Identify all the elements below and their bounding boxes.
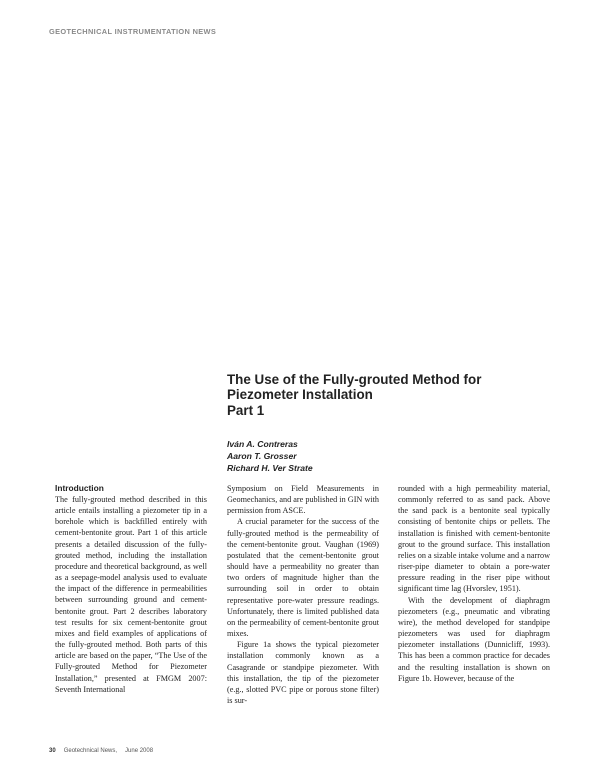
body-paragraph: Symposium on Field Measurements in Geomechanics, and are published in GIN with permission from ASCE. [227, 484, 379, 516]
issue-date: June 2008 [125, 748, 154, 754]
running-head: GEOTECHNICAL INSTRUMENTATION NEWS [49, 27, 217, 36]
body-paragraph: rounded with a high permeability material, commonly referred to as sand pack. Above the sand pack is a bentonite seal typically consisting of bentonite chips or pellets. The installation is finished with cement-bentonite grout to the ground surface. This installation relies on a sizable intake volume and a narrow riser-pipe diameter to obtain a pore-water pressure reading in the riser pipe without significant time lag (Hvorslev, 1951). [398, 484, 550, 594]
author-name: Aaron T. Grosser [227, 451, 297, 462]
author-list [227, 438, 313, 475]
author-name: Richard H. Ver Strate [227, 463, 313, 474]
author-name: Iván A. Contreras [227, 439, 298, 449]
title-line: The Use of the Fully-grouted Method for [227, 372, 482, 387]
title-line: Piezometer Installation [227, 387, 373, 403]
body-paragraph: With the development of diaphragm piezometers (e.g., pneumatic and vibrating wire), the method developed for standpipe piezometers was used for diaphragm piezometer installations (Dunnicliff, 1993). This has been a common practice for decades and the resulting installation is shown on Figure 1b. However, because of the [398, 595, 550, 683]
body-paragraph: Figure 1a shows the typical piezometer installation commonly known as a Casagrande or standpipe piezometer. With this installation, the tip of the piezometer (e.g., slotted PVC pipe or porous stone filter) is sur- [227, 640, 379, 705]
text-column-3 [398, 483, 550, 684]
body-paragraph: The fully-grouted method described in this article entails installing a piezometer tip in a borehole which is backfilled entirely with cement-bentonite grout. Part 1 of this article presents a detailed discussion of the fully-grouted method, including the installation procedure and theoretical background, as well as a seepage-model analysis used to evaluate the impact of the difference in permeabilities between surrounding ground and cement-bentonite grout. Part 2 describes laboratory test results for six cement-bentonite grout mixes and field examples of applications of the fully-grouted method. Both parts of this article are based on the paper, “The Use of the Fully-grouted Method for Piezometer Installation,” presented at FMGM 2007: Seventh International [55, 495, 207, 694]
body-paragraph: A crucial parameter for the success of the fully-grouted method is the permeability of the cement-bentonite grout. Vaughan (1969) postulated that the cement-bentonite grout should have a permeability no greater than two orders of magnitude higher than the surrounding soil in order to obtain representative pore-water pressure readings. Unfortunately, there is limited published data on the permeability of cement-bentonite grout mixes. [227, 517, 379, 639]
title-line: Part 1 [227, 402, 265, 418]
article-title [227, 372, 557, 418]
text-column-2 [227, 483, 379, 706]
section-heading: Introduction [55, 483, 104, 493]
page-number: 30 [49, 748, 56, 754]
publication-name: Geotechnical News, [63, 748, 118, 754]
text-column-1 [55, 483, 207, 695]
page-footer [49, 748, 153, 754]
